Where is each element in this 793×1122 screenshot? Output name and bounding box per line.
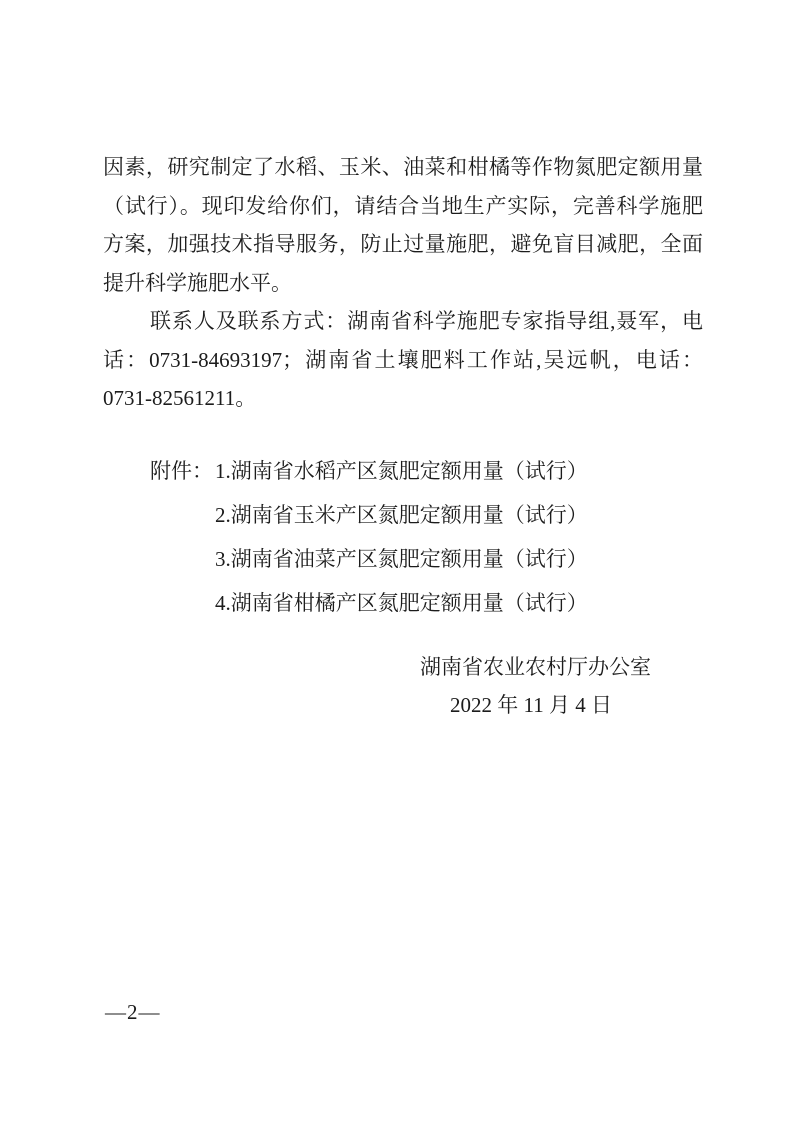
signature-date: 2022 年 11 月 4 日: [450, 693, 612, 717]
attachment-item: 1.湖南省水稻产区氮肥定额用量（试行）: [215, 459, 588, 483]
paragraph-1: [103, 148, 703, 302]
text-line: （试行）。现印发给你们，请结合当地生产实际，完善科学施肥: [103, 193, 703, 218]
attachment-item: 2.湖南省玉米产区氮肥定额用量（试行）: [215, 503, 588, 527]
text-line: 方案，加强技术指导服务，防止过量施肥，避免盲目减肥，全面: [103, 232, 703, 256]
signature-organization: 湖南省农业农村厅办公室: [420, 655, 651, 679]
attachment-item: 4.湖南省柑橘产区氮肥定额用量（试行）: [215, 591, 588, 615]
text-line: 联系人及联系方式：湖南省科学施肥专家指导组,聂军，电: [150, 309, 703, 333]
text-line: 提升科学施肥水平。: [103, 270, 292, 295]
text-line: 因素，研究制定了水稻、玉米、油菜和柑橘等作物氮肥定额用量: [103, 155, 703, 179]
text-line: 话：0731-84693197；湖南省土壤肥料工作站,吴远帆，电话：: [103, 347, 703, 372]
attachment-item: 3.湖南省油菜产区氮肥定额用量（试行）: [215, 547, 588, 571]
text-line: 0731-82561211。: [103, 386, 257, 410]
page-number: —2—: [105, 1000, 161, 1024]
attachment-list: [150, 449, 670, 625]
attachment-line: [150, 449, 670, 493]
attachment-label: 附件：: [150, 459, 213, 483]
paragraph-2-contact-info: [103, 302, 703, 418]
document-body: [103, 148, 703, 418]
